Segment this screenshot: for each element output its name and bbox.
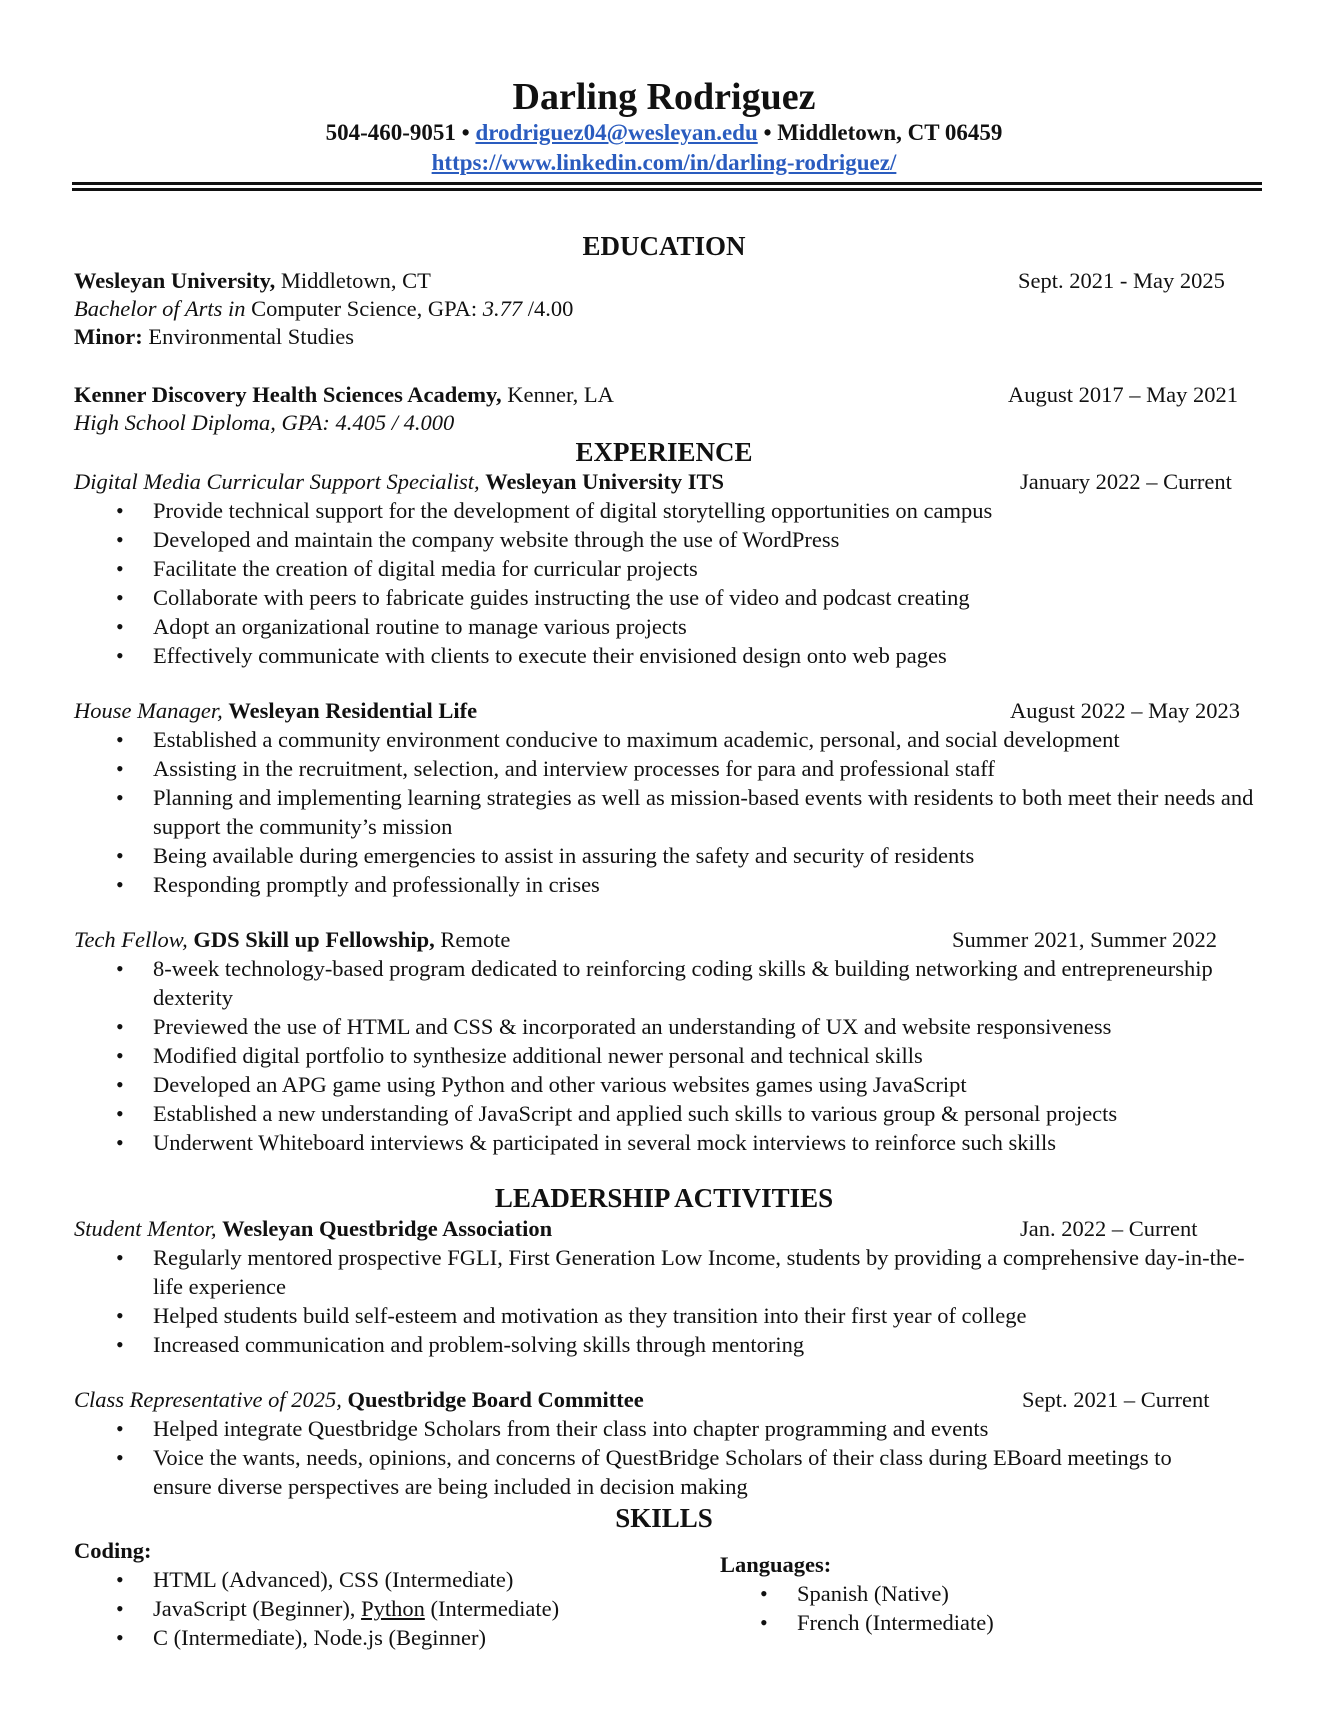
header-divider <box>72 188 1262 191</box>
education-dates: Sept. 2021 - May 2025 <box>1018 268 1225 293</box>
job-org: Wesleyan University ITS <box>485 469 725 494</box>
job-title-line <box>74 925 510 954</box>
job-bullets <box>116 496 1266 670</box>
list-item: • Developed an APG game using Python and other various websites games using JavaScript <box>116 1070 1246 1099</box>
leadership-dates: Sept. 2021 – Current <box>1022 1387 1210 1412</box>
job-role: House Manager, <box>74 698 223 723</box>
coding-label: Coding: <box>74 1538 152 1563</box>
leadership-heading: LEADERSHIP ACTIVITIES <box>494 1183 834 1213</box>
list-item: • Modified digital portfolio to synthesize additional newer personal and technical skills <box>116 1041 1246 1070</box>
coding-skills-list <box>116 1565 676 1652</box>
job-role: Digital Media Curricular Support Specialist, <box>74 469 480 494</box>
linkedin-link[interactable]: https://www.linkedin.com/in/darling-rodriguez/ <box>431 150 897 175</box>
education-heading: EDUCATION <box>582 231 746 261</box>
list-item: • Previewed the use of HTML and CSS & incorporated an understanding of UX and website responsiveness <box>116 1012 1246 1041</box>
school-name: Kenner Discovery Health Sciences Academy, <box>74 382 502 407</box>
education-dates: August 2017 – May 2021 <box>1008 382 1238 407</box>
list-item: • HTML (Advanced), CSS (Intermediate) <box>116 1565 676 1594</box>
job-dates: Summer 2021, Summer 2022 <box>952 927 1217 952</box>
degree-field: Computer Science, GPA: <box>245 296 483 321</box>
leadership-org: Wesleyan Questbridge Association <box>222 1216 553 1241</box>
phone-number: 504-460-9051 <box>325 120 456 145</box>
list-item: • C (Intermediate), Node.js (Beginner) <box>116 1623 676 1652</box>
school-place: Middletown, CT <box>275 268 431 293</box>
minor-line <box>74 322 354 351</box>
header-divider <box>72 182 1262 185</box>
degree-line <box>74 294 573 323</box>
leadership-dates: Jan. 2022 – Current <box>1020 1216 1198 1241</box>
job-role: Tech Fellow, <box>74 927 188 952</box>
job-bullets <box>116 954 1246 1157</box>
list-item: • Increased communication and problem-solving skills through mentoring <box>116 1330 1246 1359</box>
school-place: Kenner, LA <box>501 382 614 407</box>
school-name: Wesleyan University, <box>74 268 276 293</box>
list-item: • Developed and maintain the company website through the use of WordPress <box>116 525 1266 554</box>
candidate-name: Darling Rodriguez <box>512 76 816 118</box>
job-place: Remote <box>434 927 511 952</box>
list-item: • Regularly mentored prospective FGLI, First Generation Low Income, students by providing a comprehensive day-in-the-life experience <box>116 1243 1246 1301</box>
leadership-role: Student Mentor, <box>74 1216 217 1241</box>
gpa-value: 3.77 <box>482 296 523 321</box>
degree-line: High School Diploma, GPA: 4.405 / 4.000 <box>74 410 455 435</box>
separator: • <box>461 120 470 145</box>
gpa-scale: /4.00 <box>522 296 574 321</box>
role-title-line <box>74 1385 644 1414</box>
list-item: • Collaborate with peers to fabricate guides instructing the use of video and podcast creating <box>116 583 1266 612</box>
list-item: • Adopt an organizational routine to manage various projects <box>116 612 1266 641</box>
leadership-role: Class Representative of 2025, <box>74 1387 342 1412</box>
list-item: • Helped students build self-esteem and motivation as they transition into their first year of college <box>116 1301 1246 1330</box>
minor-value: Environmental Studies <box>142 324 354 349</box>
list-item: • Facilitate the creation of digital media for curricular projects <box>116 554 1266 583</box>
list-item: • Underwent Whiteboard interviews & participated in several mock interviews to reinforce such skills <box>116 1128 1246 1157</box>
list-item: • Established a community environment conducive to maximum academic, personal, and social development <box>116 725 1256 754</box>
education-entry-school <box>74 266 431 295</box>
languages-list <box>760 1579 1160 1637</box>
job-title-line <box>74 696 477 725</box>
list-item: • Provide technical support for the development of digital storytelling opportunities on campus <box>116 496 1266 525</box>
leadership-bullets <box>116 1243 1246 1359</box>
education-entry-school <box>74 380 614 409</box>
list-item: • Planning and implementing learning strategies as well as mission-based events with residents to both meet their needs and support the community’s mission <box>116 783 1256 841</box>
list-item: • Responding promptly and professionally in crises <box>116 870 1256 899</box>
list-item: • Being available during emergencies to assist in assuring the safety and security of residents <box>116 841 1256 870</box>
list-item: • Assisting in the recruitment, selection, and interview processes for para and professional staff <box>116 754 1256 783</box>
experience-heading: EXPERIENCE <box>575 437 753 467</box>
role-title-line <box>74 1214 552 1243</box>
list-item: • Spanish (Native) <box>760 1579 1160 1608</box>
separator: • <box>763 120 772 145</box>
linkedin-line <box>0 148 1328 178</box>
job-org: GDS Skill up Fellowship, <box>193 927 435 952</box>
list-item: • Helped integrate Questbridge Scholars from their class into chapter programming and events <box>116 1414 1226 1443</box>
list-item: • Established a new understanding of JavaScript and applied such skills to various group & personal projects <box>116 1099 1246 1128</box>
job-org: Wesleyan Residential Life <box>228 698 478 723</box>
location: Middletown, CT 06459 <box>777 120 1003 145</box>
job-title-line <box>74 467 724 496</box>
leadership-org: Questbridge Board Committee <box>347 1387 644 1412</box>
list-item: • Effectively communicate with clients to execute their envisioned design onto web pages <box>116 641 1266 670</box>
skills-heading: SKILLS <box>615 1503 713 1533</box>
list-item: • French (Intermediate) <box>760 1608 1160 1637</box>
job-dates: January 2022 – Current <box>1020 469 1232 494</box>
job-bullets <box>116 725 1256 899</box>
degree-prefix: Bachelor of Arts in <box>74 296 246 321</box>
job-dates: August 2022 – May 2023 <box>1010 698 1240 723</box>
languages-label: Languages: <box>720 1552 832 1577</box>
leadership-bullets <box>116 1414 1226 1501</box>
list-item: • JavaScript (Beginner), Python (Intermediate) <box>116 1594 676 1623</box>
minor-label: Minor: <box>74 324 143 349</box>
email-link[interactable]: drodriguez04@wesleyan.edu <box>475 120 758 145</box>
contact-line <box>0 118 1328 148</box>
list-item: • Voice the wants, needs, opinions, and concerns of QuestBridge Scholars of their class during EBoard meetings to ensure diverse perspectives are being included in decision making <box>116 1443 1226 1501</box>
list-item: • 8-week technology-based program dedicated to reinforcing coding skills & building networking and entrepreneurship dexterity <box>116 954 1246 1012</box>
